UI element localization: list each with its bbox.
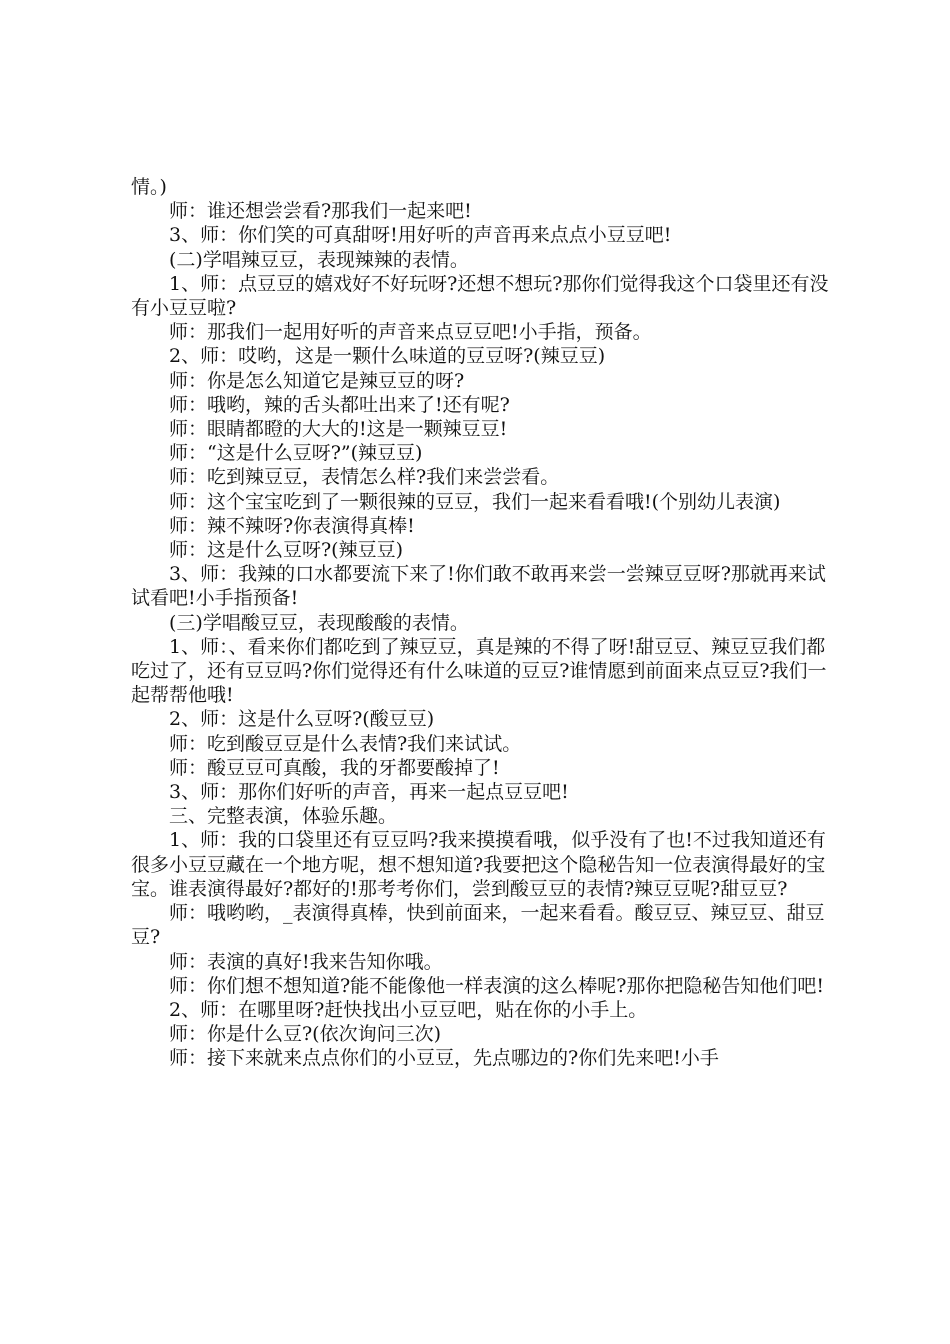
paragraph: 师：谁还想尝尝看?那我们一起来吧! xyxy=(169,200,472,223)
paragraph: 师：“这是什么豆呀?”(辣豆豆) xyxy=(169,442,423,465)
paragraph: 师：你是什么豆?(依次询问三次) xyxy=(169,1023,442,1046)
paragraph: 师：吃到辣豆豆，表情怎么样?我们来尝尝看。 xyxy=(169,466,560,489)
paragraph: 师：吃到酸豆豆是什么表情?我们来试试。 xyxy=(169,732,522,755)
paragraph: 1、师：点豆豆的嬉戏好不好玩呀?还想不想玩?那你们觉得我这个口袋里还有没有小豆豆啦? xyxy=(131,272,829,320)
section-heading: (二)学唱辣豆豆，表现辣辣的表情。 xyxy=(169,248,469,271)
paragraph: 3、师：你们笑的可真甜呀!用好听的声音再来点点小豆豆吧! xyxy=(169,224,672,247)
paragraph: 3、师：那你们好听的声音，再来一起点豆豆吧! xyxy=(169,781,569,804)
paragraph: 2、师：在哪里呀?赶快找出小豆豆吧，贴在你的小手上。 xyxy=(169,998,648,1021)
paragraph: 师：表演的真好!我来告知你哦。 xyxy=(169,950,443,973)
paragraph: 师：接下来就来点点你们的小豆豆，先点哪边的?你们先来吧!小手 xyxy=(169,1047,719,1070)
paragraph: 师：哦哟哟，_表演得真棒，快到前面来，一起来看看。酸豆豆、辣豆豆、甜豆豆? xyxy=(131,902,825,949)
paragraph: 师：这是什么豆呀?(辣豆豆) xyxy=(169,539,404,562)
paragraph: 师：酸豆豆可真酸，我的牙都要酸掉了! xyxy=(169,756,500,779)
paragraph: 情。) xyxy=(131,176,167,198)
paragraph: 2、师：这是什么豆呀?(酸豆豆) xyxy=(169,708,435,731)
paragraph: 1、师：、看来你们都吃到了辣豆豆，真是辣的不得了呀!甜豆豆、辣豆豆我们都吃过了，还有豆豆吗?你们觉得还有什么味道的豆豆?谁情愿到前面来点豆豆?我们一起帮帮他哦! xyxy=(131,635,827,707)
section-heading: 三、完整表演，体验乐趣。 xyxy=(169,805,398,828)
paragraph: 师：你是怎么知道它是辣豆豆的呀? xyxy=(169,369,465,392)
paragraph: 师：你们想不想知道?能不能像他一样表演的这么棒呢?那你把隐秘告知他们吧! xyxy=(169,974,825,997)
paragraph: 1、师：我的口袋里还有豆豆吗?我来摸摸看哦，似乎没有了也!不过我知道还有很多小豆豆藏在一个地方呢，想不想知道?我要把这个隐秘告知一位表演得最好的宝宝。谁表演得最好?都好的!那考考你们，尝到酸豆豆的表情?辣豆豆呢?甜豆豆? xyxy=(131,829,826,900)
paragraph: 师：眼睛都瞪的大大的!这是一颗辣豆豆! xyxy=(169,418,508,441)
section-heading: (三)学唱酸豆豆，表现酸酸的表情。 xyxy=(169,611,469,634)
paragraph: 师：这个宝宝吃到了一颗很辣的豆豆，我们一起来看看哦!(个别幼儿表演) xyxy=(169,490,781,513)
paragraph: 师：哦哟，辣的舌头都吐出来了!还有呢? xyxy=(169,393,510,416)
paragraph: 2、师：哎哟，这是一颗什么味道的豆豆呀?(辣豆豆) xyxy=(169,345,606,368)
paragraph: 3、师：我辣的口水都要流下来了!你们敢不敢再来尝一尝辣豆豆呀?那就再来试试看吧!小手指预备! xyxy=(131,563,826,610)
document-body xyxy=(131,175,831,1071)
paragraph: 师：辣不辣呀?你表演得真棒! xyxy=(169,514,415,537)
paragraph: 师：那我们一起用好听的声音来点豆豆吧!小手指，预备。 xyxy=(169,321,652,344)
